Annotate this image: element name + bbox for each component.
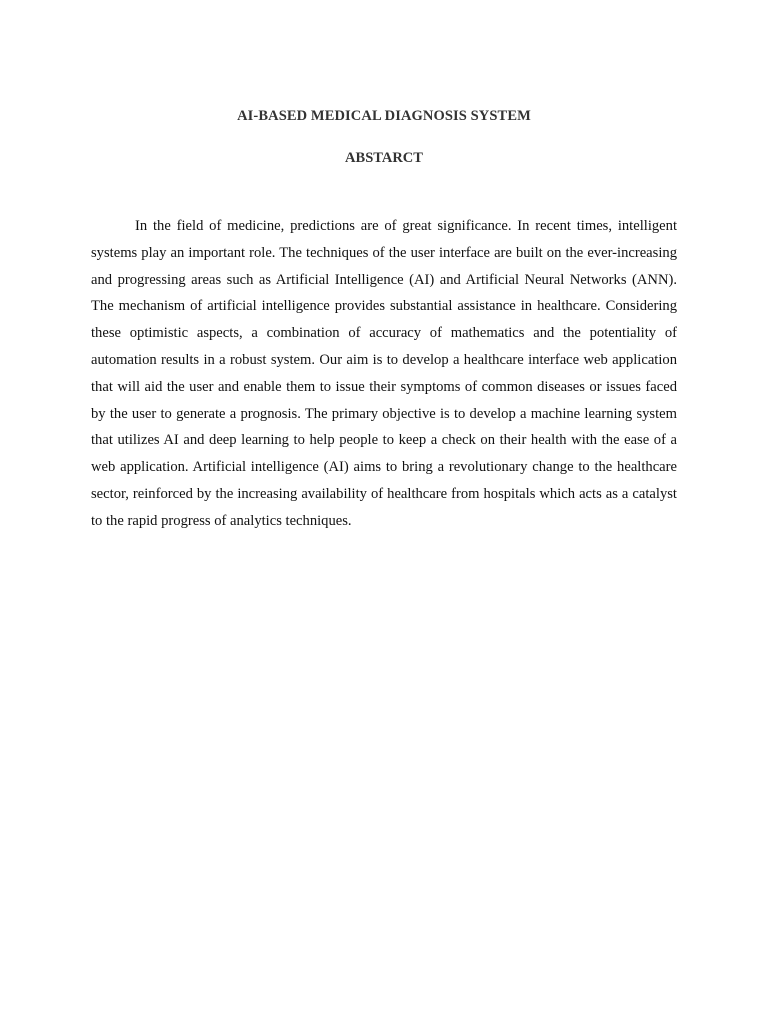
abstract-paragraph: In the field of medicine, predictions are of great significance. In recent times, intelligent systems play an important role. The techniques of the user interface are built on the ever-increasing and progressing areas such as Artificial Intelligence (AI) and Artificial Neural Networks (ANN). The mechanism of artificial intelligence provides substantial assistance in healthcare. Considering these optimistic aspects, a combination of accuracy of mathematics and the potentiality of automation results in a robust system. Our aim is to develop a healthcare interface web application that will aid the user and enable them to issue their symptoms of common diseases or issues faced by the user to generate a prognosis. The primary objective is to develop a machine learning system that utilizes AI and deep learning to help people to keep a check on their health with the ease of a web application. Artificial intelligence (AI) aims to bring a revolutionary change to the healthcare sector, reinforced by the increasing availability of healthcare from hospitals which acts as a catalyst to the rapid progress of analytics techniques. (91, 218, 677, 529)
document-title: AI-BASED MEDICAL DIAGNOSIS SYSTEM (237, 108, 531, 124)
section-heading: ABSTARCT (345, 150, 423, 166)
